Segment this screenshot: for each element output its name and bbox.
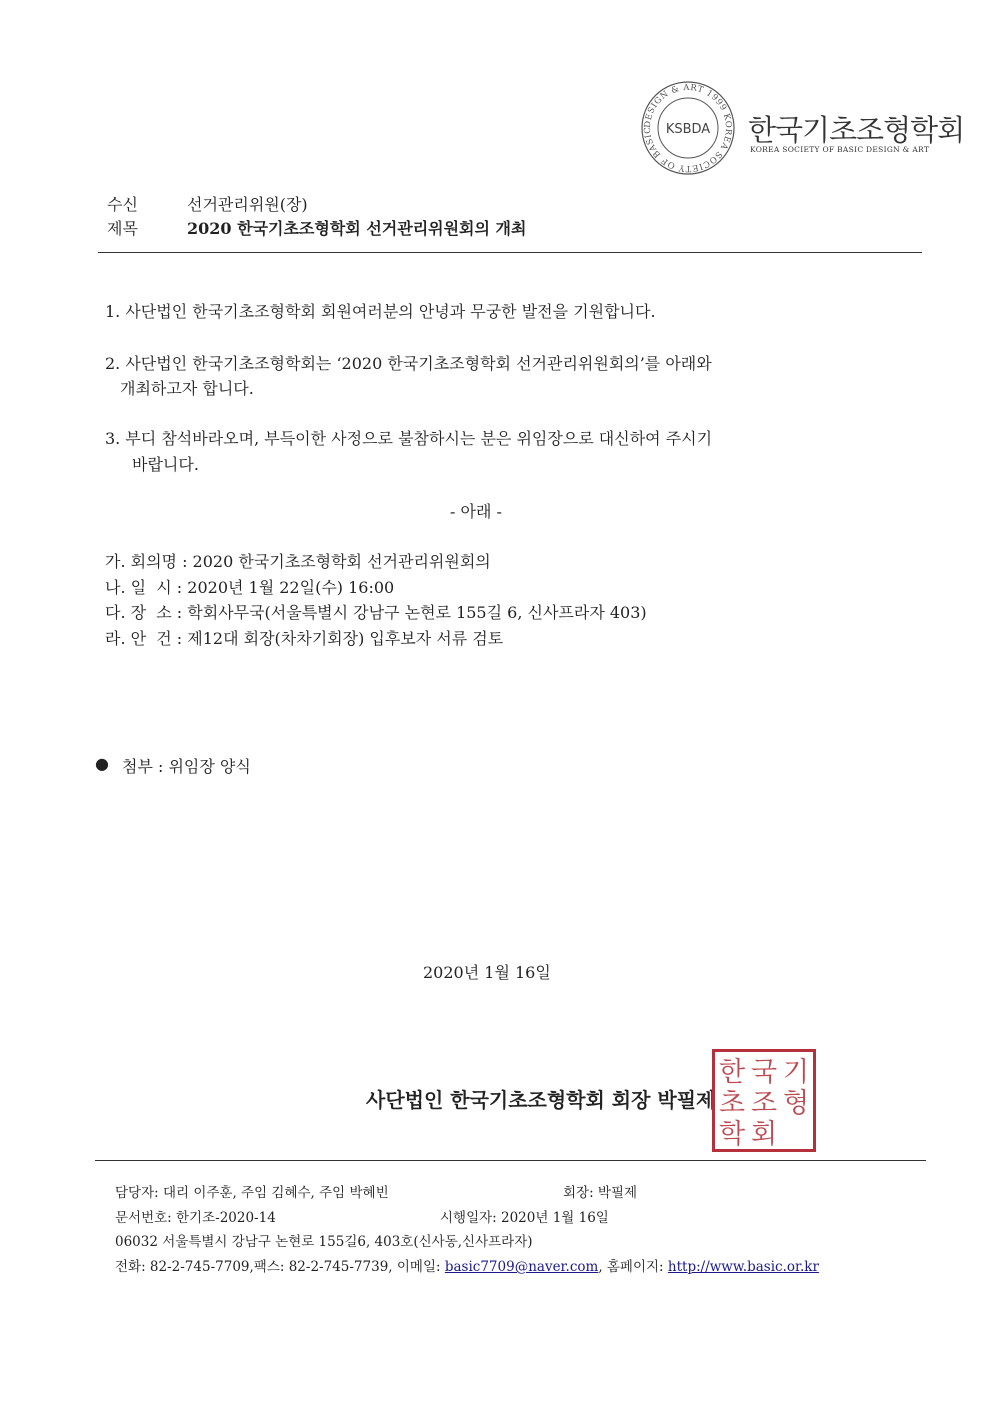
stamp-char-6: 형 [782,1088,810,1119]
footer-homepage-link[interactable]: http://www.basic.or.kr [667,1259,819,1275]
logo-name-en: KOREA SOCIETY OF BASIC DESIGN & ART [750,145,930,154]
stamp-char-8: 회 [750,1119,778,1150]
issue-date: 2020년 1월 16일 [423,963,551,982]
paragraph-2-line-2: 개최하고자 합니다. [120,379,254,398]
detail-location: 다. 장 소 : 학회사무국(서울특별시 강남구 논현로 155길 6, 신사프라자 403) [105,603,647,622]
seal-stamp-icon [712,1049,816,1152]
stamp-char-7: 학 [718,1119,746,1150]
detail-meeting-name: 가. 회의명 : 2020 한국기초조형학회 선거관리위원회의 [105,552,491,571]
footer-email-link[interactable]: basic7709@naver.com [444,1259,599,1275]
header-divider [98,252,922,253]
footer-doc-number: 문서번호: 한기조-2020-14 [115,1210,276,1226]
logo-seal-icon [640,80,736,176]
paragraph-1: 1. 사단법인 한국기초조형학회 회원여러분의 안녕과 무궁한 발전을 기원합니다. [105,302,656,321]
below-heading: - 아래 - [450,502,502,521]
attachment-bullet-icon: ● [95,754,109,773]
footer-contact [115,1255,819,1275]
footer-contact-prefix: 전화: 82-2-745-7709,팩스: 82-2-745-7739, 이메일: [115,1259,445,1275]
detail-datetime: 나. 일 시 : 2020년 1월 22일(수) 16:00 [105,578,395,597]
paragraph-3-line-2: 바랍니다. [132,455,199,474]
footer-issue-date: 시행일자: 2020년 1월 16일 [440,1210,609,1226]
recipient-value: 선거관리위원(장) [187,195,308,214]
footer-homepage-prefix: , 홈페이지: [598,1259,668,1275]
subject-label: 제목 [107,219,138,238]
stamp-char-5: 조 [750,1088,778,1119]
subject-value: 2020 한국기초조형학회 선거관리위원회의 개최 [187,219,527,238]
paragraph-2-line-1: 2. 사단법인 한국기초조형학회는 ‘2020 한국기초조형학회 선거관리위원회의’를 아래와 [105,354,712,373]
detail-agenda: 라. 안 건 : 제12대 회장(차차기회장) 입후보자 서류 검토 [105,629,504,648]
logo-mark: KSBDA [665,122,711,137]
logo-ring-text: DESIGN & ART 1999 KOREA SOCIETY OF BASIC [642,82,734,174]
recipient-label: 수신 [107,195,138,214]
attachment-text: 첨부 : 위임장 양식 [122,757,251,776]
footer-president: 회장: 박필제 [563,1185,638,1201]
stamp-char-3: 기 [782,1057,810,1088]
paragraph-3-line-1: 3. 부디 참석바라오며, 부득이한 사정으로 불참하시는 분은 위임장으로 대신하여 주시기 [105,429,713,448]
footer-divider [95,1160,926,1161]
footer-staff: 담당자: 대리 이주훈, 주임 김혜수, 주임 박혜빈 [115,1185,389,1201]
signature: 사단법인 한국기초조형학회 회장 박필제 [366,1088,716,1112]
stamp-char-4: 초 [718,1088,746,1119]
stamp-char-1: 한 [718,1057,746,1088]
stamp-char-2: 국 [750,1057,778,1088]
logo-name-ko: 한국기초조형학회 [748,113,965,147]
footer-address: 06032 서울특별시 강남구 논현로 155길6, 403호(신사동,신사프라자) [115,1234,533,1250]
